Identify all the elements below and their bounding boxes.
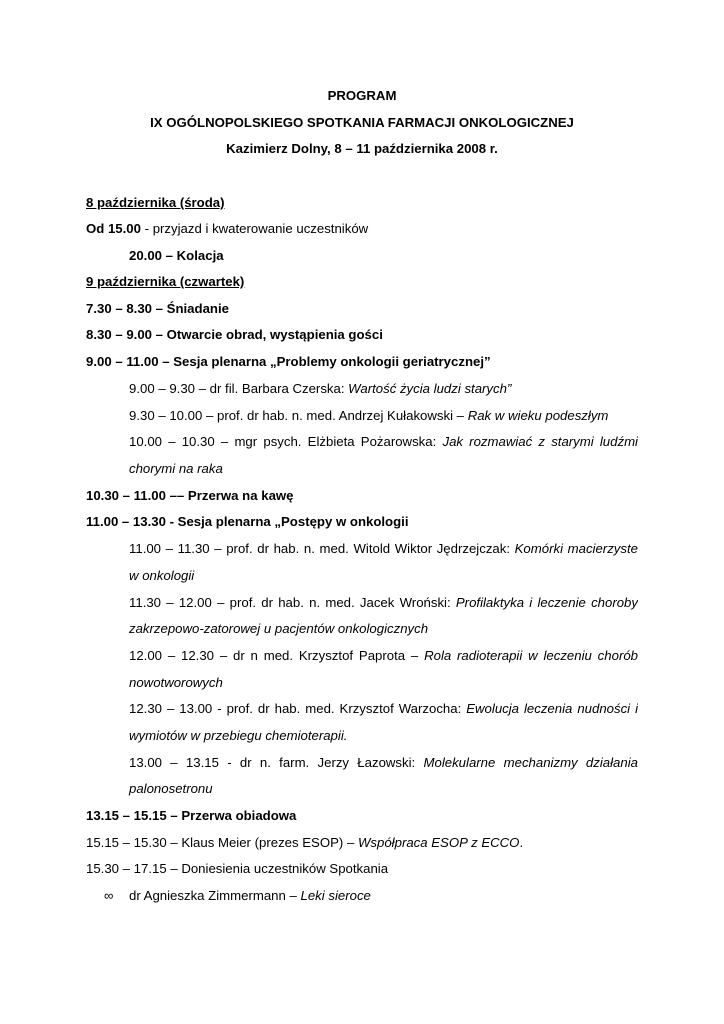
talk-topic: Rola radioterapii w leczeniu chorób <box>424 648 638 663</box>
breakfast-line: 7.30 – 8.30 – Śniadanie <box>86 301 229 316</box>
talk-line <box>129 647 638 665</box>
day1-heading: 8 października (środa) <box>86 195 225 210</box>
talk-speaker: 10.00 – 10.30 – mgr psych. Elżbieta Pożarowska: <box>129 434 443 449</box>
talk-topic: Ewolucja leczenia nudności i <box>466 701 638 716</box>
talk-line <box>129 407 608 425</box>
talk-topic-continued: chorymi na raka <box>129 461 223 476</box>
session1-title: 9.00 – 11.00 – Sesja plenarna „Problemy onkologii geriatrycznej” <box>86 354 491 369</box>
talk-speaker: 12.30 – 13.00 - prof. dr hab. med. Krzysztof Warzocha: <box>129 701 467 716</box>
bullet-item <box>129 887 371 905</box>
talk-topic: Komórki macierzyste <box>514 541 638 556</box>
infinity-bullet-icon: ∞ <box>104 888 114 903</box>
talk-speaker: 13.00 – 13.15 - dr n. farm. Jerzy Łazowski: <box>129 755 424 770</box>
session2-title: 11.00 – 13.30 - Sesja plenarna „Postępy w onkologii <box>86 514 409 529</box>
place-and-date: Kazimierz Dolny, 8 – 11 października 2008 r. <box>226 141 498 157</box>
esop-topic: Współpraca ESOP z ECCO <box>357 835 520 850</box>
talk-line <box>129 433 638 451</box>
talk-speaker: 9.30 – 10.00 – prof. dr hab. n. med. Andrzej Kułakowski – <box>129 408 468 423</box>
talk-topic: Profilaktyka i leczenie choroby <box>455 595 638 610</box>
talk-speaker: 11.00 – 11.30 – prof. dr hab. n. med. Witold Wiktor Jędrzejczak: <box>129 541 515 556</box>
talk-line <box>129 540 638 558</box>
dinner-line: 20.00 – Kolacja <box>129 248 224 263</box>
document-header <box>0 86 724 166</box>
talk-topic-continued: w onkologii <box>129 568 195 583</box>
lunch-line: 13.15 – 15.15 – Przerwa obiadowa <box>86 808 297 823</box>
talk-topic-continued: palonosetronu <box>129 781 213 796</box>
opening-line: 8.30 – 9.00 – Otwarcie obrad, wystąpienia gości <box>86 327 383 342</box>
talk-speaker: 9.00 – 9.30 – dr fil. Barbara Czerska: <box>129 381 349 396</box>
bullet-speaker: dr Agnieszka Zimmermann – <box>129 888 301 903</box>
arrival-line <box>86 220 368 238</box>
talk-speaker: 11.30 – 12.00 – prof. dr hab. n. med. Jacek Wroński: <box>129 595 456 610</box>
meeting-title: IX OGÓLNOPOLSKIEGO SPOTKANIA FARMACJI ONKOLOGICZNEJ <box>150 114 574 130</box>
talk-speaker: 12.00 – 12.30 – dr n med. Krzysztof Paprota – <box>129 648 425 663</box>
esop-line <box>86 834 523 852</box>
program-title: PROGRAM <box>327 88 397 103</box>
talk-topic-continued: zakrzepowo-zatorowej u pacjentów onkologicznych <box>129 621 429 636</box>
talk-topic: Wartość życia ludzi starych” <box>348 381 512 396</box>
esop-end: . <box>519 835 524 850</box>
coffee-break-line: 10.30 – 11.00 –– Przerwa na kawę <box>86 488 294 503</box>
day2-heading: 9 października (czwartek) <box>86 274 245 289</box>
bullet-topic: Leki sieroce <box>300 888 371 903</box>
talk-topic-continued: wymiotów w przebiegu chemioterapii. <box>129 728 348 743</box>
talk-line <box>129 754 638 772</box>
talk-line <box>129 594 638 612</box>
talk-line <box>129 700 638 718</box>
talk-topic-continued: nowotworowych <box>129 675 223 690</box>
talk-topic: Jak rozmawiać z starymi ludźmi <box>442 434 638 449</box>
talk-topic: Molekularne mechanizmy działania <box>423 755 638 770</box>
talk-line <box>129 380 511 398</box>
esop-speaker: 15.15 – 15.30 – Klaus Meier (prezes ESOP) – <box>86 835 358 850</box>
arrival-time: Od 15.00 <box>86 221 141 236</box>
arrival-text: - przyjazd i kwaterowanie uczestników <box>140 221 369 236</box>
talk-topic: Rak w wieku podeszłym <box>467 408 609 423</box>
reports-line: 15.30 – 17.15 – Doniesienia uczestników Spotkania <box>86 861 389 876</box>
